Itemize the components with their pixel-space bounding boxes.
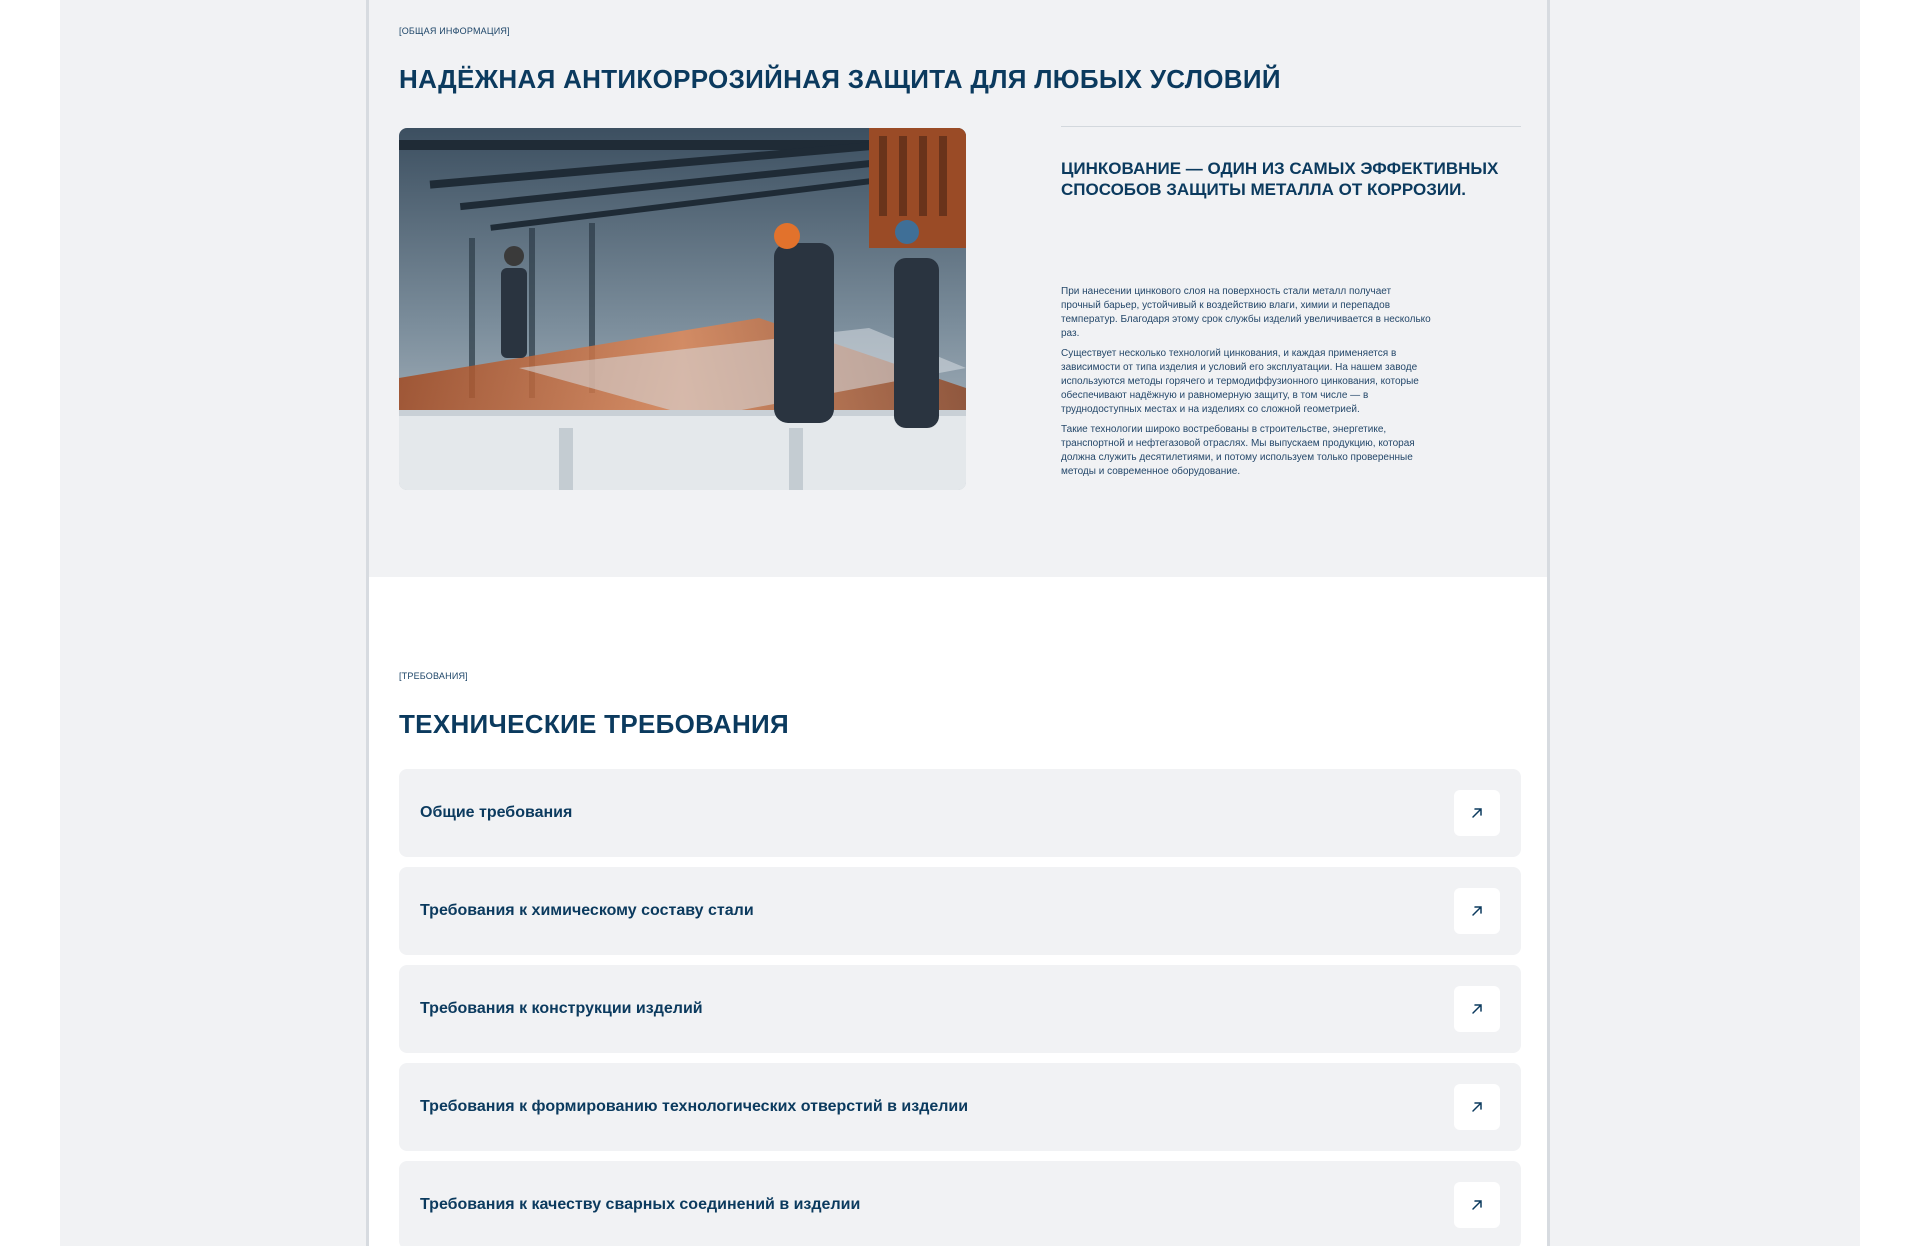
requirements-accordion [399,769,1521,1246]
open-requirement-button[interactable] [1454,888,1500,934]
arrow-up-right-icon [1470,904,1484,918]
section-tag-general-info: [ОБЩАЯ ИНФОРМАЦИЯ] [399,26,510,36]
open-requirement-button[interactable] [1454,1182,1500,1228]
open-requirement-button[interactable] [1454,986,1500,1032]
requirement-item-general[interactable] [399,769,1521,857]
galvanizing-workshop-photo [399,128,966,490]
arrow-up-right-icon [1470,1198,1484,1212]
requirement-item-welded-joints[interactable] [399,1161,1521,1246]
info-paragraph: При нанесении цинкового слоя на поверхность стали металл получает прочный барьер, устойчивый к воздействию влаги, химии и перепадов температур. Благодаря этому срок службы изделий увеличивается в несколько раз. [1061,286,1431,339]
arrow-up-right-icon [1470,806,1484,820]
requirement-item-technological-holes[interactable] [399,1063,1521,1151]
section-title-requirements: ТЕХНИЧЕСКИЕ ТРЕБОВАНИЯ [399,709,790,739]
requirement-label: Требования к химическому составу стали [420,902,754,919]
section-tag-requirements: [ТРЕБОВАНИЯ] [399,671,468,681]
page-content [366,0,1550,1246]
arrow-up-right-icon [1470,1002,1484,1016]
requirement-item-construction[interactable] [399,965,1521,1053]
requirement-item-chemical-composition[interactable] [399,867,1521,955]
requirement-label: Требования к конструкции изделий [420,1000,703,1017]
info-paragraph: Существует несколько технологий цинкования, и каждая применяется в зависимости от типа изделия и условий его эксплуатации. На нашем заводе используются методы горячего и термодиффузионного цинкования, которые обеспечивают надёжную и равномерную защиту, в том числе — в труднодоступных местах и на изделиях со сложной геометрией. [1061,348,1419,415]
arrow-up-right-icon [1470,1100,1484,1114]
subtitle-divider [1061,126,1521,127]
info-subtitle: ЦИНКОВАНИЕ — ОДИН ИЗ САМЫХ ЭФФЕКТИВНЫХ СПОСОБОВ ЗАЩИТЫ МЕТАЛЛА ОТ КОРРОЗИИ. [1061,159,1499,199]
general-info-section [369,0,1547,577]
requirement-label: Общие требования [420,804,573,821]
requirement-label: Требования к формированию технологических отверстий в изделии [420,1098,969,1115]
info-paragraph: Такие технологии широко востребованы в строительстве, энергетике, транспортной и нефтегазовой отраслях. Мы выпускаем продукцию, которая должна служить десятилетиями, и потому используем только проверенные методы и современное оборудование. [1061,424,1415,477]
open-requirement-button[interactable] [1454,1084,1500,1130]
info-description [1061,285,1433,485]
open-requirement-button[interactable] [1454,790,1500,836]
section-title-general-info: НАДЁЖНАЯ АНТИКОРРОЗИЙНАЯ ЗАЩИТА ДЛЯ ЛЮБЫХ УСЛОВИЙ [399,64,1281,94]
workshop-illustration [399,128,966,490]
requirement-label: Требования к качеству сварных соединений в изделии [420,1196,861,1213]
